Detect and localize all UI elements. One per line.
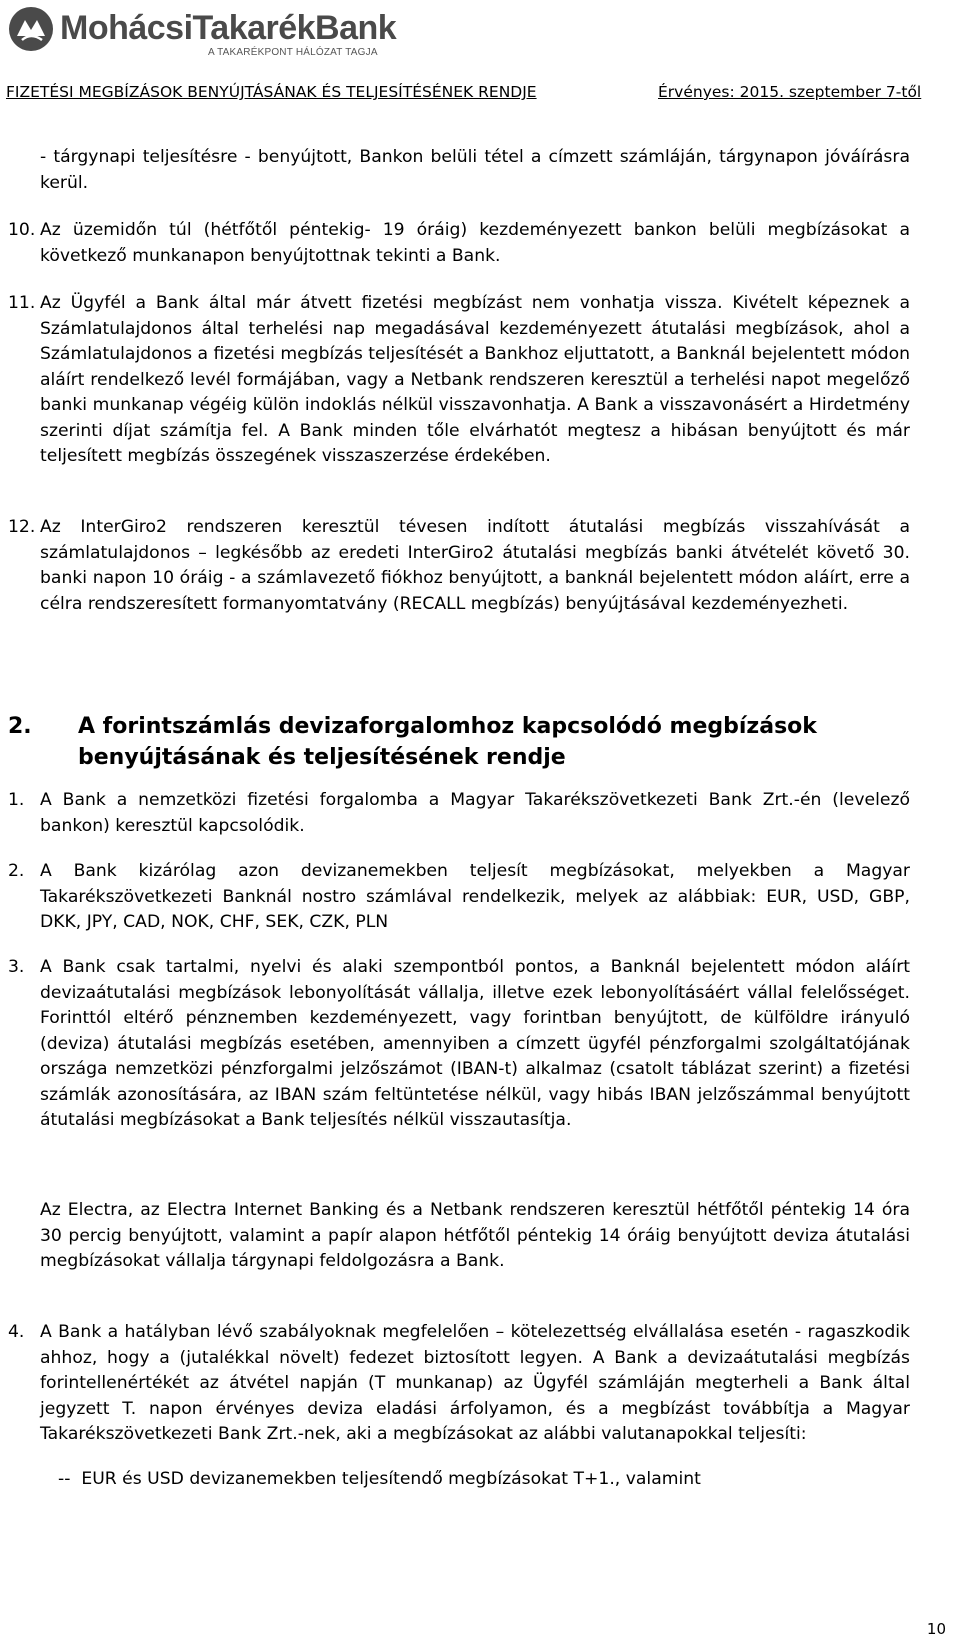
item-number: 11.: [8, 293, 36, 313]
document-title: FIZETÉSI MEGBÍZÁSOK BENYÚJTÁSÁNAK ÉS TELJESÍTÉSÉNEK RENDJE: [6, 83, 537, 101]
item-text: Az üzemidőn túl (hétfőtől péntekig- 19 óráig) kezdeményezett bankon belüli megbízásokat a következő munkanapon benyújtottnak tekinti a Bank.: [40, 220, 910, 266]
item-text: Az Electra, az Electra Internet Banking és a Netbank rendszeren keresztül hétfőtől péntekig 14 óra 30 percig benyújtott, valamint a papír alapon hétfőtől péntekig 14 óráig benyújtott deviza átutalási megbízásokat vállalja tárgynapi feldolgozásra a Bank.: [40, 1200, 910, 1271]
intro-bullet: - tárgynapi teljesítésre - benyújtott, Bankon belüli tétel a címzett számláján, tárgynapon jóváírásra kerül.: [40, 147, 910, 193]
item-text: A Bank a nemzetközi fizetési forgalomba a Magyar Takarékszövetkezeti Bank Zrt.-én (levelező bankon) keresztül kapcsolódik.: [40, 790, 910, 836]
item-number: 12.: [8, 517, 36, 537]
item-number: 4.: [8, 1322, 25, 1342]
item-text: A Bank a hatályban lévő szabályoknak megfelelően – kötelezettség elvállalása esetén - ragaszkodik ahhoz, hogy a (jutalékkal növelt) fedezet biztosított legyen. A Bank a devizaátutalási megbízás forintellenértékét az átvétel napján (T munkanap) az Ügyfél számláján megterheli a Bank által jegyzett T. napon érvényes deviza eladási árfolyamon, és a megbízást továbbítja a Magyar Takarékszövetkezeti Bank Zrt.-nek, aki a megbízásokat az alábbi valutanapokkal teljesíti:: [40, 1322, 910, 1444]
bank-logo-icon: [8, 6, 54, 52]
page-number: 10: [926, 1620, 946, 1638]
item-text: Az InterGiro2 rendszeren keresztül tévesen indított átutalási megbízás visszahívását a számlatulajdonos – legkésőbb az eredeti InterGiro2 átutalási megbízás banki átvételét követő 30. banki napon 10 óráig - a számlavezető fiókhoz benyújtott, a banknál bejelentett módon aláírt, erre a célra rendszeresített formanyomtatvány (RECALL megbízás) benyújtásával kezdeményezheti.: [40, 517, 910, 614]
bank-logo-tagline: A TAKARÉKPONT HÁLÓZAT TAGJA: [208, 47, 378, 58]
item-number: 1.: [8, 790, 25, 810]
item-text: A Bank kizárólag azon devizanemekben teljesít megbízásokat, melyekben a Magyar Takarékszövetkezeti Banknál nostro számlával rendelkezik, melyek az alábbiak: EUR, USD, GBP, DKK, JPY, CAD, NOK, CHF, SEK, CZK, PLN: [40, 861, 910, 932]
section-title: A forintszámlás devizaforgalomhoz kapcsolódó megbízások benyújtásának és teljesítésének rendje: [78, 714, 817, 770]
item-text: Az Ügyfél a Bank által már átvett fizetési megbízást nem vonhatja vissza. Kivételt képeznek a Számlatulajdonos által terhelési nap megadásával kezdeményezett átutalási megbízások, ahol a Számlatulajdonos a fizetési megbízás teljesítését a Bankhoz eljuttatott, a Banknál bejelentett módon aláírt rendelkező levél formájában, vagy a Netbank rendszeren keresztül a terhelési napot megelőző banki munkanap végéig külön indoklás nélkül visszavonhatja. A Bank a visszavonásért a Hirdetmény szerinti díjat számítja fel. A Bank minden tőle elvárhatót megtesz a hibásan benyújtott és már teljesített megbízás összegének visszaszerzése érdekében.: [40, 293, 910, 466]
section-number: 2.: [8, 714, 32, 739]
item-number: 10.: [8, 220, 36, 240]
item-number: 2.: [8, 861, 25, 881]
item-number: 3.: [8, 957, 25, 977]
validity-date: Érvényes: 2015. szeptember 7-től: [658, 83, 922, 101]
sub-bullet: -- EUR és USD devizanemekben teljesítendő megbízásokat T+1., valamint: [58, 1469, 701, 1489]
bank-logo-wordmark: MohácsiTakarékBank: [60, 9, 397, 47]
item-text: A Bank csak tartalmi, nyelvi és alaki szempontból pontos, a Banknál bejelentett módon aláírt devizaátutalási megbízások lebonyolítását vállalja, illetve ezek lebonyolításáért vállal felelősséget. Forinttól eltérő pénznemben kezdeményezett, vagy forintban benyújtott, de külföldre irányuló (deviza) átutalási megbízás esetében, amennyiben a címzett ügyfél pénzforgalmi szolgáltatójának országa nemzetközi pénzforgalmi jelzőszámot (IBAN-t) alkalmaz (csatolt táblázat szerint) a fizetési számlák azonosítására, az IBAN szám feltüntetése nélkül, vagy hibás IBAN jelzőszámmal benyújtott átutalási megbízásokat a Bank teljesítés nélkül visszautasítja.: [40, 957, 910, 1130]
